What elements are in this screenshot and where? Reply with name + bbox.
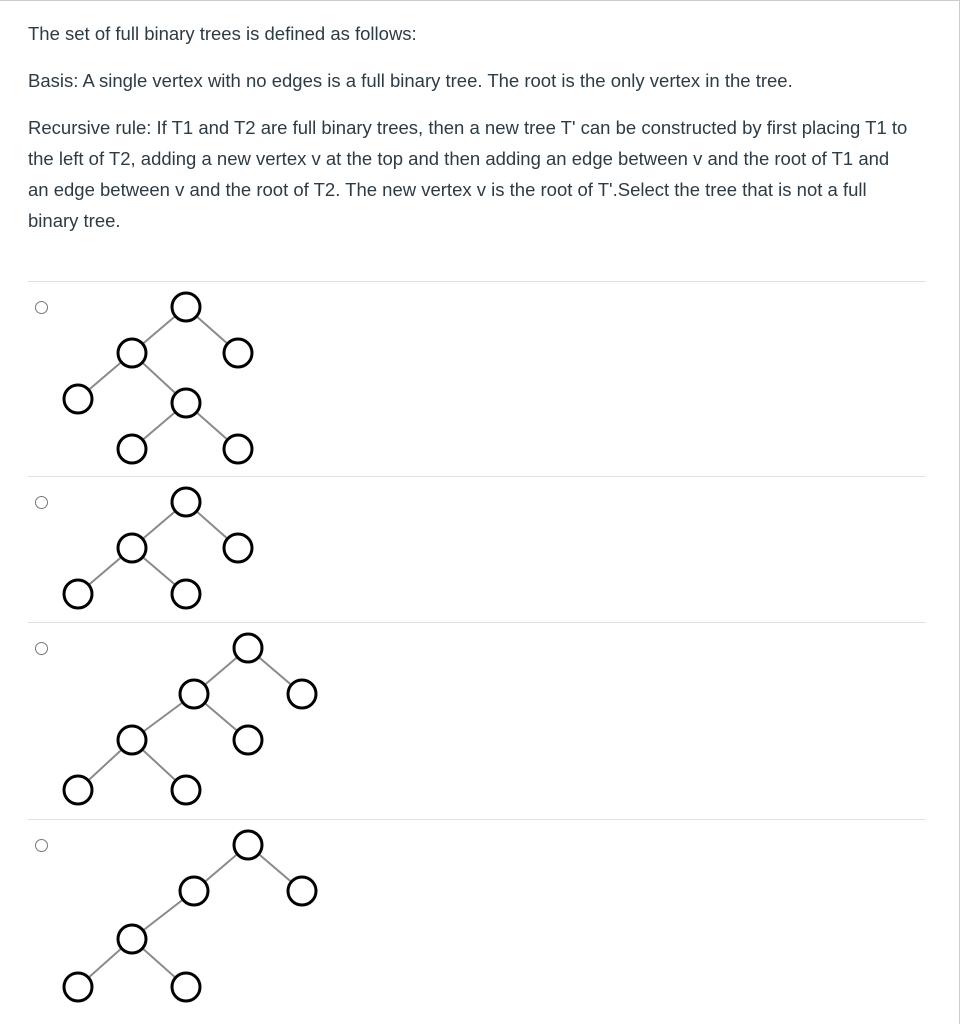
tree-node [64, 580, 92, 608]
question-basis: Basis: A single vertex with no edges is a full binary tree. The root is the only vertex in the tree. [28, 70, 793, 91]
tree-node [172, 973, 200, 1001]
tree-node [180, 680, 208, 708]
answer-option-b[interactable] [28, 476, 926, 622]
tree-node [234, 634, 262, 662]
tree-node [172, 580, 200, 608]
tree-node [172, 293, 200, 321]
tree-node [64, 385, 92, 413]
answer-option-c[interactable] [28, 622, 926, 819]
tree-node [64, 776, 92, 804]
tree-diagram-a [28, 282, 328, 476]
tree-node [172, 488, 200, 516]
tree-node [118, 534, 146, 562]
tree-node [118, 726, 146, 754]
tree-node [172, 389, 200, 417]
tree-diagram-c [28, 623, 348, 819]
question-recursive-rule: Recursive rule: If T1 and T2 are full binary trees, then a new tree T' can be constructed by first placing T1 to the left of T2, adding a new vertex v at the top and then adding an edge between v and the root of T1 and an edge between v and the root of T2. The new vertex v is the root of T'.Select the tree that is not a full binary tree. [28, 117, 908, 231]
tree-node [288, 877, 316, 905]
tree-node [180, 877, 208, 905]
tree-diagram-b [28, 477, 328, 622]
answer-list [28, 281, 926, 1024]
tree-node [118, 435, 146, 463]
tree-node [224, 534, 252, 562]
tree-node [172, 776, 200, 804]
tree-node [224, 435, 252, 463]
tree-node [234, 831, 262, 859]
tree-node [234, 726, 262, 754]
tree-node [118, 339, 146, 367]
answer-option-d[interactable] [28, 819, 926, 1024]
tree-node [64, 973, 92, 1001]
question-text [28, 18, 908, 252]
question-intro: The set of full binary trees is defined as follows: [28, 23, 417, 44]
tree-diagram-d [28, 820, 348, 1024]
frame-top-border [0, 0, 960, 1]
tree-node [288, 680, 316, 708]
answer-option-a[interactable] [28, 281, 926, 476]
tree-node [118, 925, 146, 953]
tree-node [224, 339, 252, 367]
